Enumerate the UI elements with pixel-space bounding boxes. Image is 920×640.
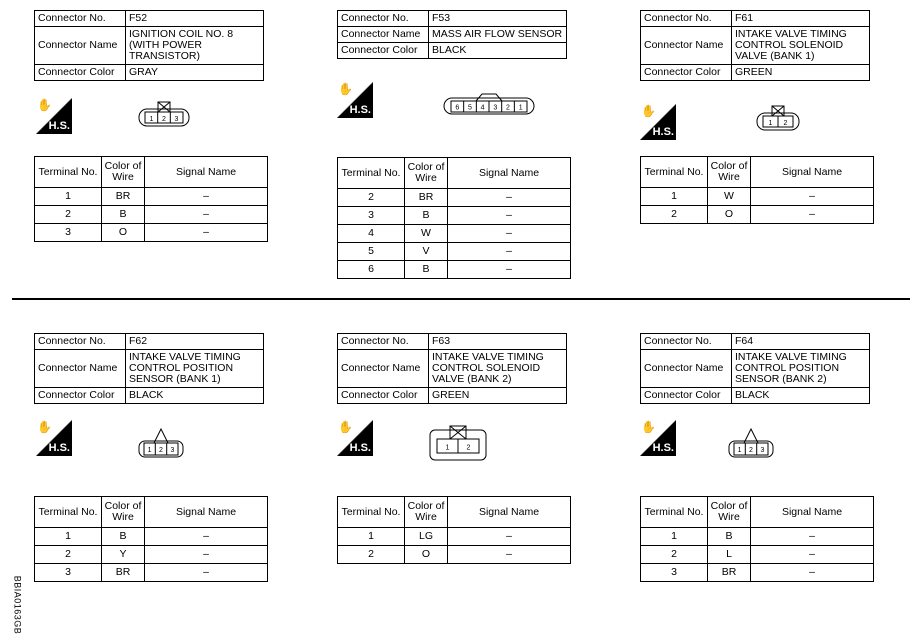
terminal-table xyxy=(640,156,874,224)
connector-name-label: Connector Name xyxy=(338,27,429,43)
terminal-no-header: Terminal No. xyxy=(338,497,405,528)
connector-panel-f64 xyxy=(640,333,870,404)
hs-label: H.S. xyxy=(349,104,371,116)
terminal-no-cell: 1 xyxy=(338,528,405,546)
connector-no-value: F64 xyxy=(732,334,870,350)
wire-color-cell: B xyxy=(405,261,448,279)
signal-name-cell: – xyxy=(145,206,268,224)
connector-color-label: Connector Color xyxy=(338,388,429,404)
signal-name-cell: – xyxy=(145,224,268,242)
signal-name-cell: – xyxy=(448,261,571,279)
connector-no-label: Connector No. xyxy=(641,11,732,27)
connector-info-table xyxy=(337,10,567,59)
figure-code: BBIA0163GB xyxy=(12,575,23,635)
terminal-no-cell: 2 xyxy=(641,206,708,224)
pin-label: 5 xyxy=(468,104,472,112)
table-row xyxy=(338,243,571,261)
table-row xyxy=(35,546,268,564)
terminal-no-cell: 3 xyxy=(641,564,708,582)
connector-name-label: Connector Name xyxy=(35,350,126,388)
hand-icon: ✋ xyxy=(37,420,52,434)
connector-name-label: Connector Name xyxy=(641,350,732,388)
hs-label: H.S. xyxy=(349,442,371,454)
table-row xyxy=(35,528,268,546)
terminal-no-cell: 3 xyxy=(35,224,102,242)
wire-color-cell: B xyxy=(708,528,751,546)
table-row xyxy=(338,546,571,564)
wire-color-cell: BR xyxy=(102,188,145,206)
table-row xyxy=(338,189,571,207)
wire-color-header: Color of Wire xyxy=(102,157,145,188)
terminal-no-cell: 3 xyxy=(338,207,405,225)
signal-name-cell: – xyxy=(448,546,571,564)
wire-color-cell: BR xyxy=(405,189,448,207)
terminal-table xyxy=(34,496,268,582)
connector-color-label: Connector Color xyxy=(35,65,126,81)
connector-info-table xyxy=(337,333,567,404)
table-row xyxy=(641,206,874,224)
signal-name-header: Signal Name xyxy=(145,497,268,528)
pin-label: 3 xyxy=(174,116,179,123)
pin-label: 1 xyxy=(147,447,152,454)
terminal-no-header: Terminal No. xyxy=(641,497,708,528)
pin-label: 3 xyxy=(760,447,765,454)
pin-label: 2 xyxy=(159,447,163,454)
connector-info-table xyxy=(34,10,264,81)
signal-name-cell: – xyxy=(145,546,268,564)
connector-face-icon xyxy=(137,427,185,464)
connector-color-value: BLACK xyxy=(126,388,264,404)
harness-side-icon xyxy=(36,98,72,134)
signal-name-cell: – xyxy=(751,528,874,546)
pin-label: 3 xyxy=(170,447,175,454)
connector-no-label: Connector No. xyxy=(338,11,429,27)
table-row xyxy=(641,188,874,206)
connector-name-label: Connector Name xyxy=(338,350,429,388)
connector-name-value: INTAKE VALVE TIMING CONTROL SOLENOID VALVE (BANK 1) xyxy=(732,27,870,65)
terminal-no-header: Terminal No. xyxy=(338,158,405,189)
connector-no-value: F52 xyxy=(126,11,264,27)
hs-label: H.S. xyxy=(652,126,674,138)
pin-label: 1 xyxy=(149,116,154,123)
table-row xyxy=(338,528,571,546)
terminal-no-header: Terminal No. xyxy=(35,157,102,188)
terminal-no-header: Terminal No. xyxy=(35,497,102,528)
signal-name-cell: – xyxy=(751,546,874,564)
terminal-no-cell: 5 xyxy=(338,243,405,261)
harness-side-icon xyxy=(337,82,373,118)
connector-no-value: F61 xyxy=(732,11,870,27)
connector-name-value: INTAKE VALVE TIMING CONTROL SOLENOID VALVE (BANK 2) xyxy=(429,350,567,388)
terminal-table xyxy=(640,496,874,582)
hand-icon: ✋ xyxy=(641,420,656,434)
wire-color-cell: V xyxy=(405,243,448,261)
table-row xyxy=(35,188,268,206)
connector-no-label: Connector No. xyxy=(35,334,126,350)
signal-name-cell: – xyxy=(448,189,571,207)
connector-color-label: Connector Color xyxy=(641,388,732,404)
signal-name-header: Signal Name xyxy=(448,158,571,189)
pin-label: 2 xyxy=(466,444,471,452)
terminal-no-cell: 1 xyxy=(35,188,102,206)
connector-name-value: INTAKE VALVE TIMING CONTROL POSITION SENSOR (BANK 1) xyxy=(126,350,264,388)
connector-no-value: F62 xyxy=(126,334,264,350)
connector-panel-f53 xyxy=(337,10,567,59)
hand-icon: ✋ xyxy=(338,420,353,434)
connector-no-label: Connector No. xyxy=(338,334,429,350)
hand-icon: ✋ xyxy=(338,82,353,96)
table-row xyxy=(641,546,874,564)
terminal-no-cell: 6 xyxy=(338,261,405,279)
connector-panel-f63 xyxy=(337,333,567,404)
terminal-no-cell: 1 xyxy=(641,188,708,206)
connector-color-label: Connector Color xyxy=(35,388,126,404)
terminal-table xyxy=(34,156,268,242)
table-row xyxy=(35,206,268,224)
terminal-no-header: Terminal No. xyxy=(641,157,708,188)
connector-panel-f62 xyxy=(34,333,264,404)
signal-name-cell: – xyxy=(448,528,571,546)
connector-no-label: Connector No. xyxy=(641,334,732,350)
signal-name-header: Signal Name xyxy=(751,497,874,528)
table-row xyxy=(338,225,571,243)
pin-label: 2 xyxy=(783,120,788,127)
signal-name-cell: – xyxy=(751,206,874,224)
wire-color-cell: O xyxy=(708,206,751,224)
wire-color-cell: B xyxy=(102,528,145,546)
connector-face-icon xyxy=(137,100,191,133)
signal-name-cell: – xyxy=(751,188,874,206)
connector-no-value: F53 xyxy=(429,11,567,27)
connector-face-icon xyxy=(755,104,801,137)
signal-name-cell: – xyxy=(145,528,268,546)
pin-label: 1 xyxy=(737,447,742,454)
terminal-table xyxy=(337,157,571,279)
terminal-no-cell: 1 xyxy=(35,528,102,546)
connector-face-icon xyxy=(442,92,536,121)
connector-no-value: F63 xyxy=(429,334,567,350)
wire-color-header: Color of Wire xyxy=(405,158,448,189)
connector-color-label: Connector Color xyxy=(641,65,732,81)
wire-color-cell: BR xyxy=(102,564,145,582)
wire-color-cell: W xyxy=(708,188,751,206)
pin-label: 2 xyxy=(749,447,753,454)
signal-name-cell: – xyxy=(751,564,874,582)
signal-name-cell: – xyxy=(448,207,571,225)
pin-label: 4 xyxy=(480,104,485,112)
signal-name-header: Signal Name xyxy=(145,157,268,188)
connector-name-value: IGNITION COIL NO. 8 (WITH POWER TRANSISTOR) xyxy=(126,27,264,65)
wire-color-header: Color of Wire xyxy=(708,157,751,188)
harness-side-icon xyxy=(36,420,72,456)
signal-name-header: Signal Name xyxy=(448,497,571,528)
connector-info-table xyxy=(640,10,870,81)
wire-color-cell: B xyxy=(405,207,448,225)
connector-panel-f61 xyxy=(640,10,870,81)
terminal-no-cell: 2 xyxy=(35,546,102,564)
terminal-no-cell: 2 xyxy=(35,206,102,224)
wire-color-cell: W xyxy=(405,225,448,243)
wire-color-cell: LG xyxy=(405,528,448,546)
hs-label: H.S. xyxy=(48,442,70,454)
connector-panel-f52 xyxy=(34,10,264,81)
pin-label: 2 xyxy=(162,116,166,123)
connector-name-label: Connector Name xyxy=(35,27,126,65)
hs-label: H.S. xyxy=(48,120,70,132)
signal-name-cell: – xyxy=(145,564,268,582)
hand-icon: ✋ xyxy=(37,98,52,112)
terminal-table xyxy=(337,496,571,564)
table-row xyxy=(338,207,571,225)
wire-color-cell: B xyxy=(102,206,145,224)
pin-label: 2 xyxy=(506,104,510,112)
wire-color-cell: O xyxy=(102,224,145,242)
wire-color-cell: Y xyxy=(102,546,145,564)
connector-color-value: BLACK xyxy=(429,43,567,59)
connector-name-label: Connector Name xyxy=(641,27,732,65)
wire-color-header: Color of Wire xyxy=(102,497,145,528)
signal-name-cell: – xyxy=(448,225,571,243)
table-row xyxy=(641,528,874,546)
pin-label: 6 xyxy=(455,104,460,112)
connector-color-label: Connector Color xyxy=(338,43,429,59)
connector-no-label: Connector No. xyxy=(35,11,126,27)
harness-side-icon xyxy=(640,104,676,140)
signal-name-cell: – xyxy=(145,188,268,206)
connector-info-table xyxy=(640,333,870,404)
pin-label: 1 xyxy=(445,444,450,452)
terminal-no-cell: 2 xyxy=(338,546,405,564)
wire-color-cell: BR xyxy=(708,564,751,582)
connector-face-icon xyxy=(428,424,488,467)
wire-color-header: Color of Wire xyxy=(708,497,751,528)
wire-color-header: Color of Wire xyxy=(405,497,448,528)
terminal-no-cell: 2 xyxy=(641,546,708,564)
connector-name-value: MASS AIR FLOW SENSOR xyxy=(429,27,567,43)
signal-name-header: Signal Name xyxy=(751,157,874,188)
section-divider xyxy=(12,298,910,300)
connector-color-value: GREEN xyxy=(429,388,567,404)
connector-color-value: GREEN xyxy=(732,65,870,81)
hand-icon: ✋ xyxy=(641,104,656,118)
hs-label: H.S. xyxy=(652,442,674,454)
connector-color-value: GRAY xyxy=(126,65,264,81)
pin-label: 1 xyxy=(518,104,523,112)
connector-face-icon xyxy=(727,427,775,464)
connector-name-value: INTAKE VALVE TIMING CONTROL POSITION SENSOR (BANK 2) xyxy=(732,350,870,388)
table-row xyxy=(35,564,268,582)
pin-label: 3 xyxy=(493,104,498,112)
wire-color-cell: L xyxy=(708,546,751,564)
terminal-no-cell: 4 xyxy=(338,225,405,243)
table-row xyxy=(338,261,571,279)
terminal-no-cell: 1 xyxy=(641,528,708,546)
signal-name-cell: – xyxy=(448,243,571,261)
terminal-no-cell: 2 xyxy=(338,189,405,207)
connector-info-table xyxy=(34,333,264,404)
table-row xyxy=(35,224,268,242)
table-row xyxy=(641,564,874,582)
pin-label: 1 xyxy=(768,120,773,127)
connector-color-value: BLACK xyxy=(732,388,870,404)
terminal-no-cell: 3 xyxy=(35,564,102,582)
harness-side-icon xyxy=(337,420,373,456)
wire-color-cell: O xyxy=(405,546,448,564)
harness-side-icon xyxy=(640,420,676,456)
